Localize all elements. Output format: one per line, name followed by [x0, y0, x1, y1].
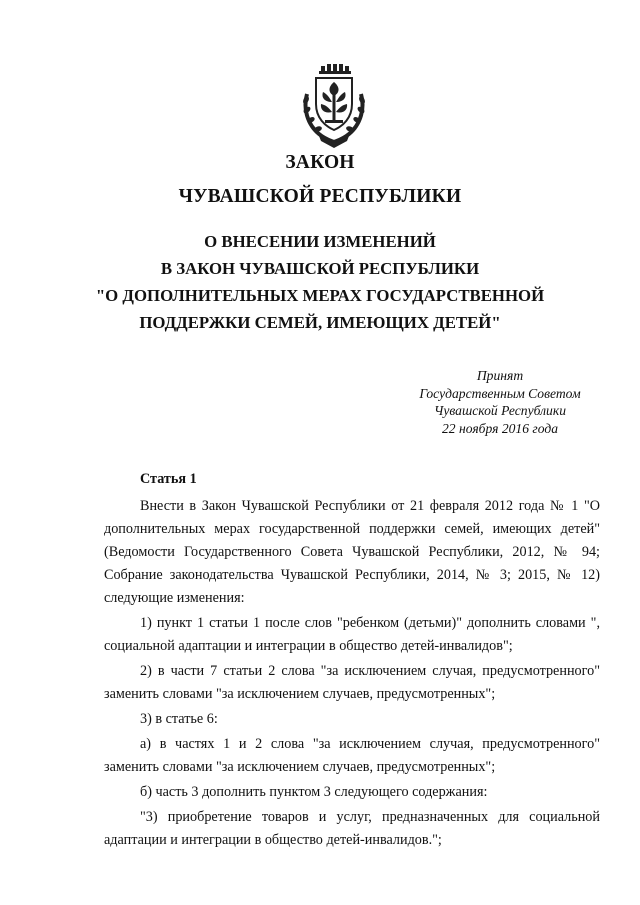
body-paragraph: 3) в статье 6:	[140, 711, 218, 727]
law-subtitle-line: О ВНЕСЕНИИ ИЗМЕНЕНИЙ	[204, 232, 436, 251]
law-title: ЗАКОН	[285, 152, 355, 173]
body-paragraph: 1) пункт 1 статьи 1 после слов "ребенком (детьми)" дополнить словами ", социальной адаптации и интеграции в общество детей-инвалидов";	[104, 615, 600, 654]
law-subtitle-line: "О ДОПОЛНИТЕЛЬНЫХ МЕРАХ ГОСУДАРСТВЕННОЙ	[95, 286, 545, 305]
adoption-block	[400, 367, 600, 437]
adoption-line: Государственным Советом	[419, 385, 581, 401]
body-paragraph: а) в частях 1 и 2 слова "за исключением случая, предусмотренного" заменить словами "за исключением случаев, предусмотренных";	[104, 736, 600, 775]
adoption-line: Принят	[476, 368, 524, 383]
adoption-line: Чувашской Республики	[433, 403, 567, 418]
law-subtitle-line: ПОДДЕРЖКИ СЕМЕЙ, ИМЕЮЩИХ ДЕТЕЙ"	[139, 313, 501, 332]
chuvash-emblem-icon	[299, 64, 369, 148]
body-paragraph: Внести в Закон Чувашской Республики от 21 февраля 2012 года № 1 "О дополнительных мерах государственной поддержки семей, имеющих детей" (Ведомости Государственного Совета Чувашской Республики, 2012, № 94; Собрание законодательства Чувашской Республики, 2014, № 3; 2015, № 12) следующие изменения:	[104, 498, 600, 606]
law-subtitle-line: В ЗАКОН ЧУВАШСКОЙ РЕСПУБЛИКИ	[160, 259, 480, 278]
body-paragraph: 2) в части 7 статьи 2 слова "за исключением случая, предусмотренного" заменить словами "за исключением случаев, предусмотренных";	[104, 663, 600, 702]
law-body	[104, 468, 600, 854]
law-title-republic: ЧУВАШСКОЙ РЕСПУБЛИКИ	[178, 186, 462, 207]
body-paragraph: "3) приобретение товаров и услуг, предназначенных для социальной адаптации и интеграции в общество детей-инвалидов.";	[104, 809, 600, 848]
adoption-date: 22 ноября 2016 года	[441, 420, 559, 436]
body-paragraph: б) часть 3 дополнить пунктом 3 следующего содержания:	[140, 784, 488, 800]
article-heading: Статья 1	[140, 471, 197, 487]
